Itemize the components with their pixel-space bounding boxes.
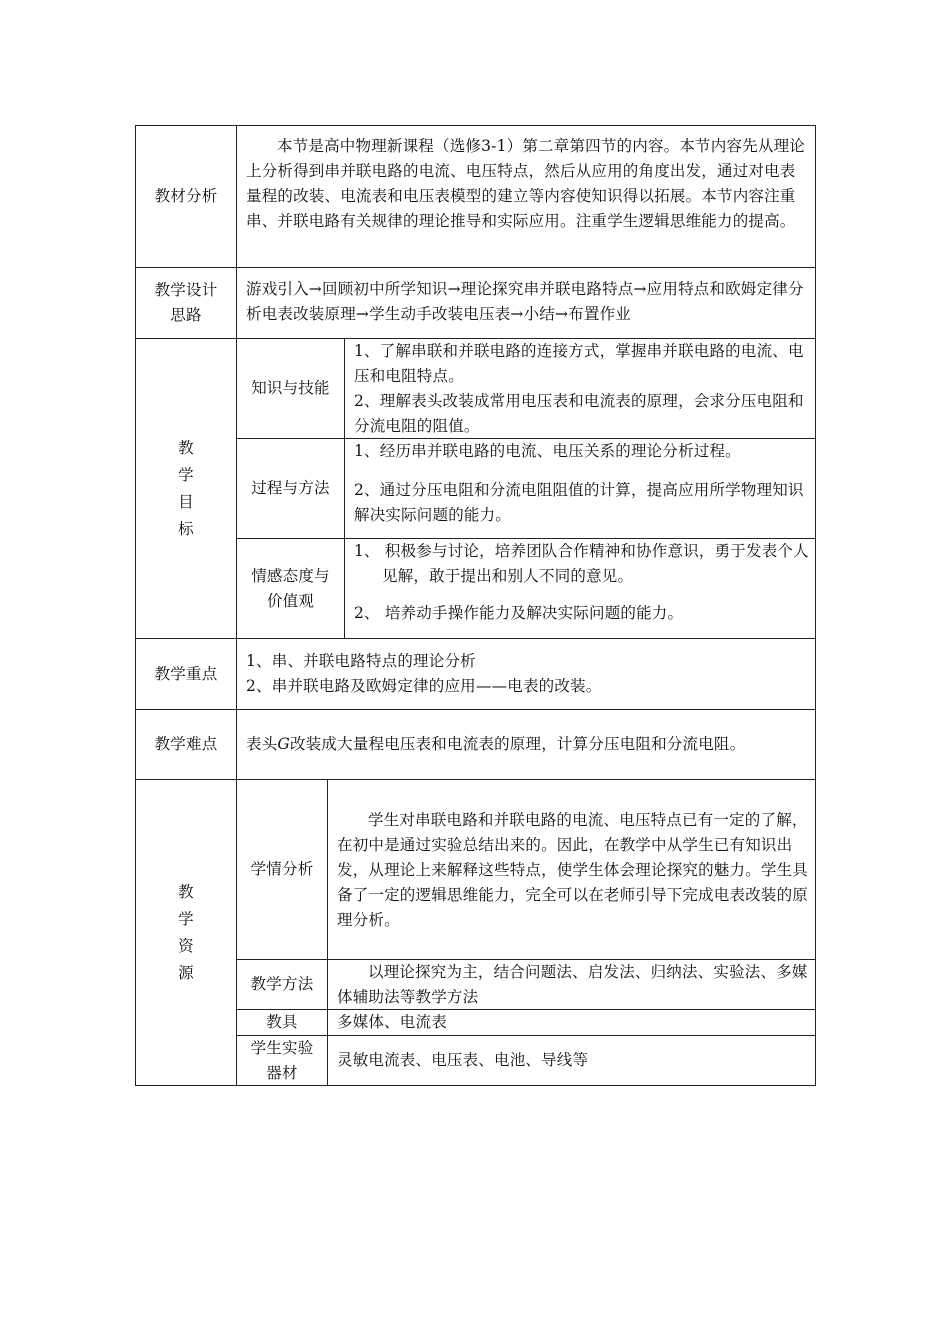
process-label: 过程与方法: [251, 479, 330, 497]
emotion-label-line1: 情感态度与: [251, 566, 330, 585]
equipment-label-line1: 学生实验: [250, 1038, 314, 1057]
column-divider: [327, 779, 328, 1086]
key-points-label: 教学重点: [154, 664, 218, 683]
knowledge-items: [354, 339, 810, 439]
goals-label-char: 目: [178, 492, 194, 511]
emotion-label: [237, 539, 344, 638]
method-paragraph: 以理论探究为主，结合问题法、启发法、归纳法、实验法、多媒体辅助法等教学方法: [337, 963, 808, 1006]
resources-label: [136, 780, 236, 1085]
design-label-line1: 教学设计: [154, 281, 218, 299]
galvanometer-symbol: G: [277, 735, 290, 753]
equipment-label: [237, 1036, 327, 1085]
analysis-text: [246, 134, 808, 234]
resources-label-char: 资: [178, 936, 194, 955]
emotion-items: [354, 539, 810, 626]
resources-label-char: 学: [178, 909, 194, 928]
difficulty-label: 教学难点: [154, 735, 218, 753]
difficulty-text-after: 改装成大量程电压表和电流表的原理，计算分压电阻和分流电阻。: [290, 735, 746, 753]
goals-label-char: 标: [178, 519, 194, 538]
knowledge-item: 2、理解表头改装成常用电压表和电流表的原理，会求分压电阻和分流电阻的阻值。: [354, 392, 804, 435]
key-point-item: 2、串并联电路及欧姆定律的应用——电表的改装。: [246, 677, 602, 695]
difficulty-text: [246, 732, 808, 757]
row-divider: [135, 638, 816, 639]
goals-label-char: 教: [178, 438, 194, 457]
student-analysis-text: [337, 808, 809, 933]
resources-label-char: 教: [178, 882, 194, 901]
process-item: 1、经历串并联电路的电流、电压关系的理论分析过程。: [354, 442, 741, 460]
tools-label: 教具: [266, 1013, 298, 1031]
analysis-label: 教材分析: [154, 187, 218, 205]
column-divider: [344, 338, 345, 639]
analysis-paragraph: 本节是高中物理新课程（选修3-1）第二章第四节的内容。本节内容先从理论上分析得到串并联电路的电流、电压特点，然后从应用的角度出发，通过对电表量程的改装、电流表和电压表模型的建立等内容使知识得以拓展。本节内容注重串、并联电路有关规律的理论推导和实际应用。注重学生逻辑思维能力的提高。: [246, 137, 805, 230]
key-points-items: [246, 649, 808, 699]
resources-label-char: 源: [178, 963, 194, 982]
design-text: 游戏引入→回顾初中所学知识→理论探究串并联电路特点→应用特点和欧姆定律分析电表改装原理→学生动手改装电压表→小结→布置作业: [246, 280, 804, 323]
tools-text: 多媒体、电流表: [337, 1013, 447, 1031]
student-analysis-paragraph: 学生对串联电路和并联电路的电流、电压特点已有一定的了解，在初中是通过实验总结出来的。因此，在教学中从学生已有知识出发，从理论上来解释这些特点，使学生体会理论探究的魅力。学生具备了一定的逻辑思维能力，完全可以在老师引导下完成电表改装的原理分析。: [337, 811, 809, 929]
method-text: [337, 960, 809, 1010]
table-border-bottom: [135, 1085, 816, 1086]
emotion-item: 2、 培养动手操作能力及解决实际问题的能力。: [354, 604, 684, 622]
design-label-line2: 思路: [170, 306, 202, 324]
student-analysis-label: 学情分析: [250, 860, 314, 878]
table-border-right: [815, 125, 816, 1086]
key-point-item: 1、串、并联电路特点的理论分析: [246, 652, 476, 670]
goals-label-char: 学: [178, 465, 194, 484]
knowledge-item: 1、了解串联和并联电路的连接方式，掌握串并联电路的电流、电压和电阻特点。: [354, 342, 804, 385]
method-label: 教学方法: [250, 975, 314, 993]
equipment-text: 灵敏电流表、电压表、电池、导线等: [337, 1051, 589, 1069]
knowledge-label: 知识与技能: [251, 379, 330, 397]
process-item: 2、通过分压电阻和分流电阻阻值的计算，提高应用所学物理知识解决实际问题的能力。: [354, 481, 804, 524]
row-divider: [135, 709, 816, 710]
emotion-item: 1、 积极参与讨论，培养团队合作精神和协作意识，勇于发表个人见解，敢于提出和别人不同的意见。: [354, 542, 809, 585]
difficulty-text-before: 表头: [246, 735, 278, 753]
design-label: [136, 268, 236, 338]
table-border-top: [135, 125, 816, 126]
row-divider: [135, 267, 816, 268]
emotion-label-line2: 价值观: [266, 591, 315, 610]
equipment-label-line2: 器材: [266, 1063, 298, 1082]
goals-label: [136, 339, 236, 638]
process-items: [354, 439, 810, 528]
